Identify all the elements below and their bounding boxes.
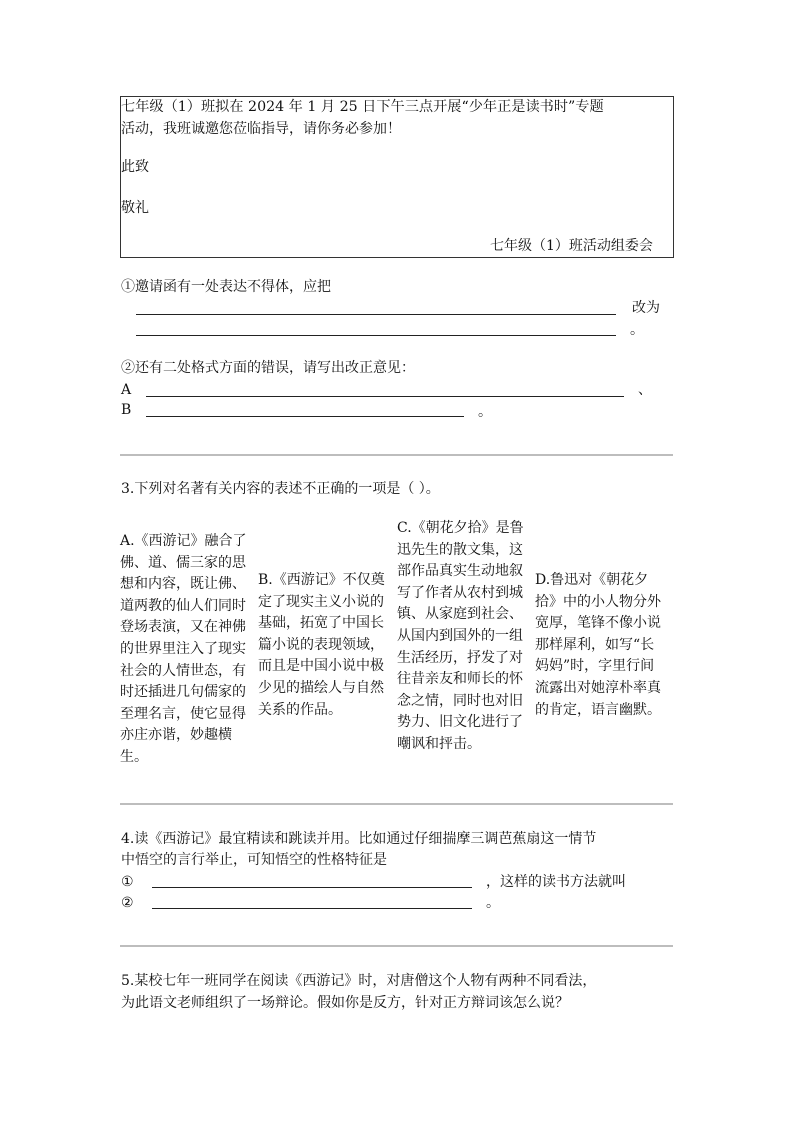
q3-option-b[interactable]: B.《西游记》不仅奠定了现实主义小说的基础，拓宽了中国长篇小说的表现领域，而且是中国小说中极少见的描绘人与自然关系的作品。	[258, 572, 385, 718]
q4-after-2: 。	[486, 895, 500, 911]
q4-blank-1[interactable]	[152, 887, 472, 888]
invitation-salutation-2: 敬礼	[121, 200, 149, 216]
q2-label-a: A	[121, 382, 132, 398]
q5-line-1: 5.某校七年一班同学在阅读《西游记》时，对唐僧这个人物有两种不同看法，	[121, 973, 597, 989]
q5-line-2: 为此语文老师组织了一场辩论。假如你是反方，针对正方辩词该怎么说？	[121, 995, 569, 1011]
q2-separator: 、	[638, 382, 652, 398]
section-divider-2	[120, 803, 673, 805]
q1-blank-revised[interactable]	[136, 335, 616, 336]
invitation-line-2: 活动，我班诚邀您莅临指导，请你务必参加！	[121, 121, 401, 137]
q3-option-d[interactable]: D.鲁迅对《朝花夕拾》中的小人物分外宽厚，笔锋不像小说那样犀利，如写“长妈妈”时，字里行间流露出对她淳朴率真的肯定，语言幽默。	[535, 572, 661, 718]
invitation-signature: 七年级（1）班活动组委会	[490, 238, 653, 254]
q2-prompt: ②还有二处格式方面的错误，请写出改正意见：	[121, 360, 415, 376]
q1-prompt: ①邀请函有一处表达不得体，应把	[121, 279, 331, 295]
q2-label-b: B	[121, 402, 132, 418]
q4-label-2: ②	[121, 895, 134, 911]
q2-period: 。	[478, 404, 492, 420]
q4-line-2: 中悟空的言行举止，可知悟空的性格特征是	[121, 852, 387, 868]
q3-option-c[interactable]: C.《朝花夕拾》是鲁迅先生的散文集，这部作品真实生动地叙写了作者从农村到城镇、从家庭到社会、从国内到国外的一组生活经历，抒发了对往昔亲友和师长的怀念之情，同时也对旧势力、旧文化进行了嘲讽和抨击。	[397, 520, 524, 752]
q4-label-1: ①	[121, 874, 134, 890]
section-divider-3	[120, 945, 673, 947]
q2-blank-a[interactable]	[146, 396, 624, 397]
invitation-line-1: 七年级（1）班拟在 2024 年 1 月 25 日下午三点开展“少年正是读书时”专题	[121, 99, 604, 115]
q4-blank-2[interactable]	[152, 908, 472, 909]
q1-change-to: 改为	[632, 300, 660, 316]
invitation-salutation-1: 此致	[121, 159, 149, 175]
q1-blank-original[interactable]	[136, 314, 616, 315]
q3-stem: 3.下列对名著有关内容的表述不正确的一项是（ ）。	[121, 481, 440, 497]
q3-option-a[interactable]: A.《西游记》融合了佛、道、儒三家的思想和内容，既让佛、道两教的仙人们同时登场表演，又在神佛的世界里注入了现实社会的人情世态，有时还插进几句儒家的至理名言，使它显得亦庄亦谐，妙趣横生。	[120, 533, 247, 765]
q4-line-1: 4.读《西游记》最宜精读和跳读并用。比如通过仔细揣摩三调芭蕉扇这一情节	[121, 831, 597, 847]
section-divider-1	[120, 454, 673, 456]
q2-blank-b[interactable]	[146, 416, 464, 417]
q1-period: 。	[630, 322, 644, 338]
q4-after-1: ，这样的读书方法就叫	[486, 874, 626, 890]
